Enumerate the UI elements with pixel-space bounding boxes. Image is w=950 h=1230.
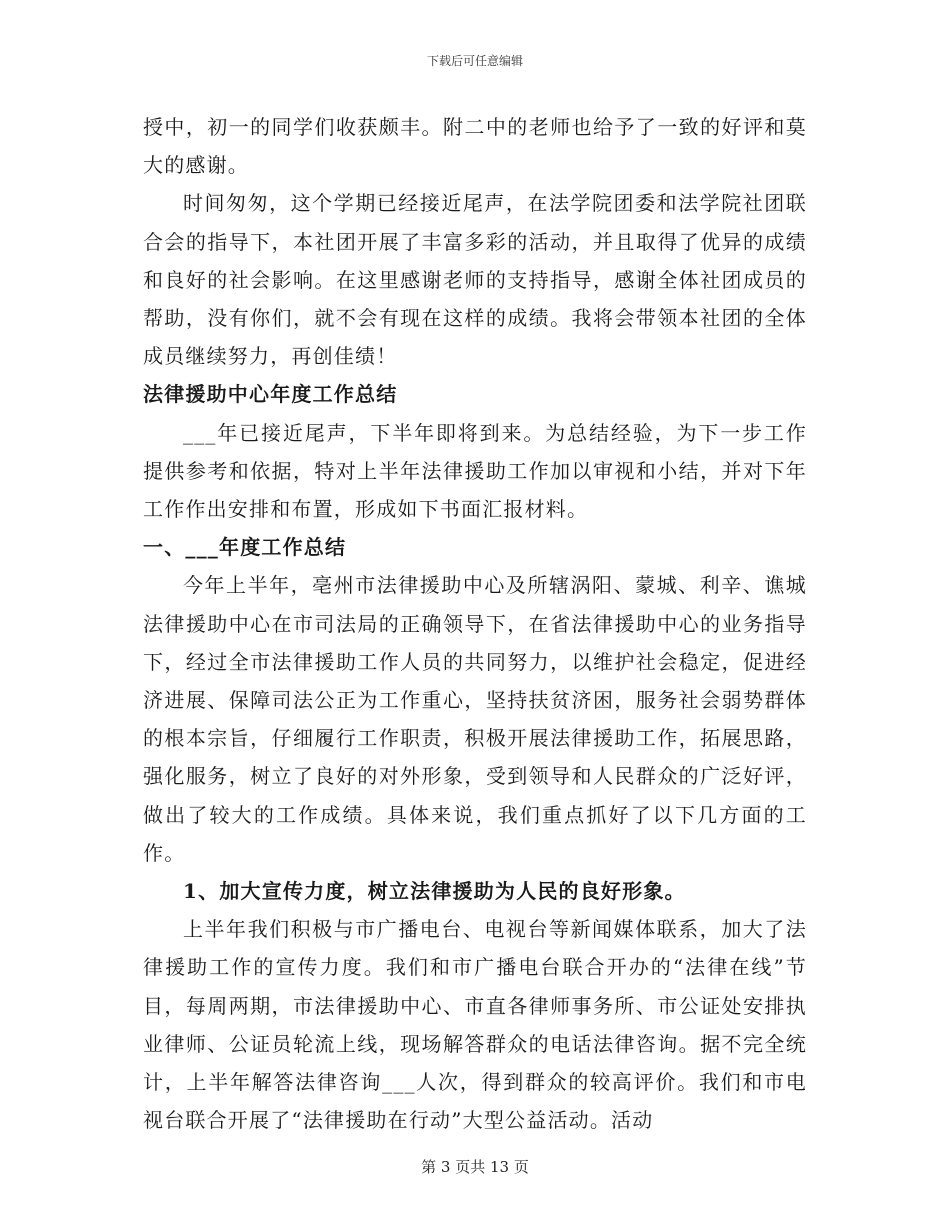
document-body [143, 108, 807, 1139]
header-note: 下载后可任意编辑 [426, 54, 523, 68]
paragraph-intro: ___年已接近尾声，下半年即将到来。为总结经验，为下一步工作提供参考和依据，特对上半年法律援助工作加以审视和小结，并对下年工作作出安排和布置，形成如下书面汇报材料。 [143, 420, 807, 522]
paragraph-publicity: 上半年我们积极与市广播电台、电视台等新闻媒体联系，加大了法律援助工作的宣传力度。我们和市广播电台联合开办的“法律在线”节目，每周两期，市法律援助中心、市直各律师事务所、市公证处安排执业律师、公证员轮流上线，现场解答群众的电话法律咨询。据不完全统计，上半年解答法律咨询___人次，得到群众的较高评价。我们和市电视台联合开展了“法律援助在行动”大型公益活动。活动 [143, 917, 807, 1133]
section-heading: 一、___年度工作总结 [143, 535, 347, 560]
page-number: 第 3 页共 13 页 [421, 1158, 529, 1176]
subsection-heading: 1、加大宣传力度，树立法律援助为人民的良好形象。 [183, 879, 686, 904]
paragraph-closing: 时间匆匆，这个学期已经接近尾声，在法学院团委和法学院社团联合会的指导下，本社团开展了丰富多彩的活动，并且取得了优异的成绩和良好的社会影响。在这里感谢老师的支持指导，感谢全体社团成员的帮助，没有你们，就不会有现在这样的成绩。我将会带领本社团的全体成员继续努力，再创佳绩！ [143, 191, 807, 369]
document-title: 法律援助中心年度工作总结 [143, 382, 398, 407]
paragraph-summary: 今年上半年，亳州市法律援助中心及所辖涡阳、蒙城、利辛、谯城法律援助中心在市司法局的正确领导下，在省法律援助中心的业务指导下，经过全市法律援助工作人员的共同努力，以维护社会稳定，促进经济进展、保障司法公正为工作重心，坚持扶贫济困，服务社会弱势群体的根本宗旨，仔细履行工作职责，积极开展法律援助工作，拓展思路，强化服务，树立了良好的对外形象，受到领导和人民群众的广泛好评，做出了较大的工作成绩。具体来说，我们重点抓好了以下几方面的工作。 [143, 573, 807, 865]
paragraph-continued: 授中，初一的同学们收获颇丰。附二中的老师也给予了一致的好评和莫大的感谢。 [143, 115, 807, 178]
